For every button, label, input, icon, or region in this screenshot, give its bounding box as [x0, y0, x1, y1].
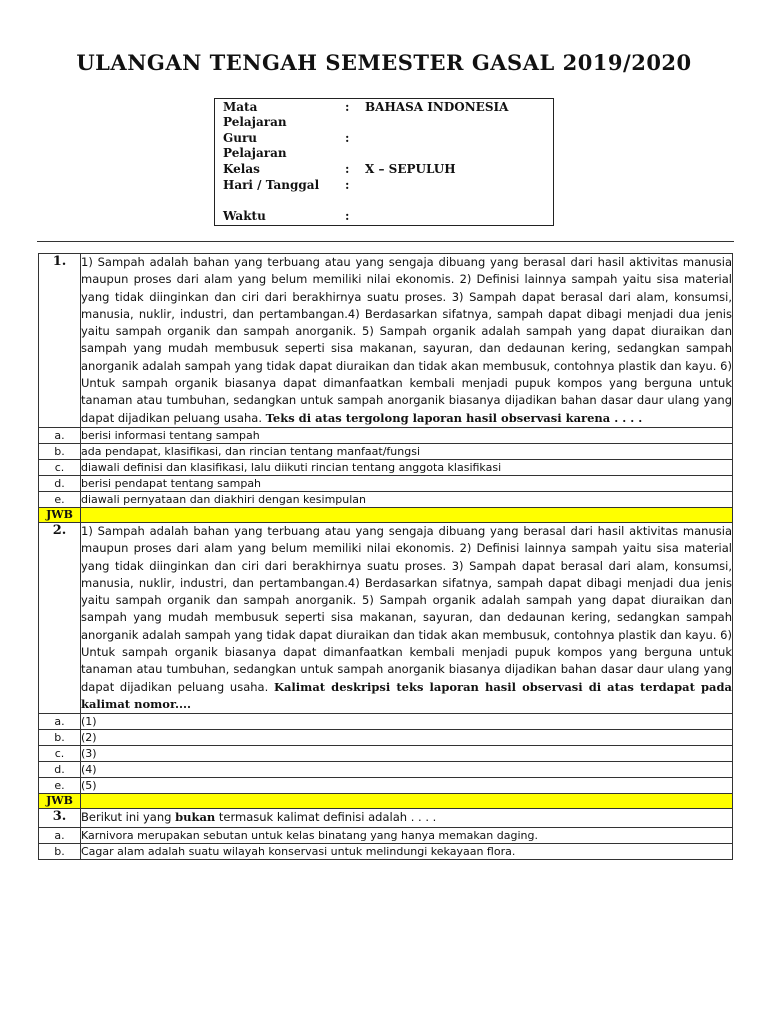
option-row[interactable]: [39, 443, 733, 459]
option-letter: b.: [39, 443, 81, 459]
option-letter: e.: [39, 491, 81, 507]
option-letter: a.: [39, 827, 81, 843]
question-text: [81, 254, 733, 428]
question-row: [39, 522, 733, 713]
info-value: BAHASA INDONESIA: [365, 100, 509, 114]
question-row: [39, 809, 733, 827]
option-row[interactable]: [39, 778, 733, 794]
option-text: (5): [81, 778, 733, 794]
question-number: 3.: [39, 809, 81, 827]
header-divider: [37, 241, 734, 242]
info-label: Mata Pelajaran: [223, 100, 287, 129]
option-letter: b.: [39, 730, 81, 746]
page-title: ULANGAN TENGAH SEMESTER GASAL 2019/2020: [76, 50, 692, 75]
option-text: berisi pendapat tentang sampah: [81, 475, 733, 491]
info-label: Kelas: [223, 162, 260, 176]
info-label: Waktu: [223, 209, 266, 223]
question-body: 1) Sampah adalah bahan yang terbuang atau yang sengaja dibuang yang berasal dari hasil aktivitas manusia maupun proses dari alam yang belum memiliki nilai ekonomis. 2) Definisi lainnya sampah yaitu sisa material yang tidak diinginkan dan ciri dari berakhirnya suatu proses. 3) Sampah dapat berasal dari alam, konsumsi, manusia, nuklir, industri, dan pertambangan.4) Berdasarkan sifatnya, sampah dapat dibagi menjadi dua jenis yaitu sampah organik dan sampah anorganik. 5) Sampah organik adalah sampah yang dapat diuraikan dan sampah yang mudah membusuk seperti sisa makanan, sayuran, dan dedaunan kering, sedangkan sampah anorganik adalah sampah yang tidak dapat diuraikan dan tidak akan membusuk, contohnya plastik dan kayu. 6) Untuk sampah organik biasanya dapat dimanfaatkan kembali menjadi pupuk kompos yang berguna untuk tanaman atau tumbuhan, sedangkan untuk sampah anorganik biasanya dijadikan bahan dasar daur ulang yang dapat dijadikan peluang usaha.: [81, 523, 732, 694]
info-label: Hari / Tanggal: [223, 178, 320, 192]
info-colon: :: [345, 209, 350, 223]
question-prompt: Kalimat deskripsi teks laporan hasil observasi di atas terdapat pada kalimat nomor....: [81, 679, 732, 711]
answer-field[interactable]: [81, 794, 733, 809]
option-letter: a.: [39, 714, 81, 730]
option-row[interactable]: [39, 491, 733, 507]
option-row[interactable]: [39, 475, 733, 491]
option-row[interactable]: [39, 827, 733, 843]
info-colon: :: [345, 162, 350, 176]
option-text: (1): [81, 714, 733, 730]
option-text: (3): [81, 746, 733, 762]
option-letter: c.: [39, 459, 81, 475]
info-row-time: [215, 209, 553, 239]
info-colon: :: [345, 178, 350, 192]
option-text: Cagar alam adalah suatu wilayah konservasi untuk melindungi kekayaan flora.: [81, 843, 733, 859]
answer-row[interactable]: [39, 507, 733, 522]
option-row[interactable]: [39, 762, 733, 778]
option-text: Karnivora merupakan sebutan untuk kelas binatang yang hanya memakan daging.: [81, 827, 733, 843]
questions-table: [38, 253, 733, 860]
info-row-teacher: [215, 131, 553, 161]
question-number: 2.: [39, 522, 81, 713]
option-text: diawali pernyataan dan diakhiri dengan kesimpulan: [81, 491, 733, 507]
question-body-start: Berikut ini yang: [81, 810, 176, 825]
option-row[interactable]: [39, 714, 733, 730]
info-row-subject: [215, 100, 553, 130]
question-row: [39, 254, 733, 428]
question-emphasis: bukan: [175, 810, 216, 825]
question-prompt: Teks di atas tergolong laporan hasil observasi karena . . . .: [265, 410, 643, 425]
answer-label: JWB: [39, 507, 81, 522]
option-text: berisi informasi tentang sampah: [81, 427, 733, 443]
option-letter: d.: [39, 475, 81, 491]
option-row[interactable]: [39, 427, 733, 443]
option-letter: b.: [39, 843, 81, 859]
info-colon: :: [345, 131, 350, 145]
option-text: (4): [81, 762, 733, 778]
answer-label: JWB: [39, 794, 81, 809]
question-body: 1) Sampah adalah bahan yang terbuang atau yang sengaja dibuang yang berasal dari hasil aktivitas manusia maupun proses dari alam yang belum memiliki nilai ekonomis. 2) Definisi lainnya sampah yaitu sisa material yang tidak diinginkan dan ciri dari berakhirnya suatu proses. 3) Sampah dapat berasal dari alam, konsumsi, manusia, nuklir, industri, dan pertambangan.4) Berdasarkan sifatnya, sampah dapat dibagi menjadi dua jenis yaitu sampah organik dan sampah anorganik. 5) Sampah organik adalah sampah yang dapat diuraikan dan sampah yang mudah membusuk seperti sisa makanan, sayuran, dan dedaunan kering, sedangkan sampah anorganik adalah sampah yang tidak dapat diuraikan dan tidak akan membusuk, contohnya plastik dan kayu. 6) Untuk sampah organik biasanya dapat dimanfaatkan kembali menjadi pupuk kompos yang berguna untuk tanaman atau tumbuhan, sedangkan untuk sampah anorganik biasanya dijadikan bahan dasar daur ulang yang dapat dijadikan peluang usaha.: [81, 255, 732, 425]
question-text: [81, 522, 733, 713]
option-letter: a.: [39, 427, 81, 443]
option-row[interactable]: [39, 843, 733, 859]
option-text: diawali definisi dan klasifikasi, lalu diikuti rincian tentang anggota klasifikasi: [81, 459, 733, 475]
option-row[interactable]: [39, 746, 733, 762]
option-letter: d.: [39, 762, 81, 778]
option-text: ada pendapat, klasifikasi, dan rincian tentang manfaat/fungsi: [81, 443, 733, 459]
question-number: 1.: [39, 254, 81, 428]
question-text: [81, 809, 733, 827]
option-text: (2): [81, 730, 733, 746]
info-row-date: [215, 178, 553, 208]
answer-row[interactable]: [39, 794, 733, 809]
info-label: Guru Pelajaran: [223, 131, 287, 160]
info-value: X – SEPULUH: [365, 162, 456, 176]
option-letter: c.: [39, 746, 81, 762]
exam-info-box: [214, 98, 554, 226]
option-row[interactable]: [39, 459, 733, 475]
option-letter: e.: [39, 778, 81, 794]
answer-field[interactable]: [81, 507, 733, 522]
info-colon: :: [345, 100, 350, 114]
question-body-end: termasuk kalimat definisi adalah . . . .: [215, 810, 437, 825]
option-row[interactable]: [39, 730, 733, 746]
